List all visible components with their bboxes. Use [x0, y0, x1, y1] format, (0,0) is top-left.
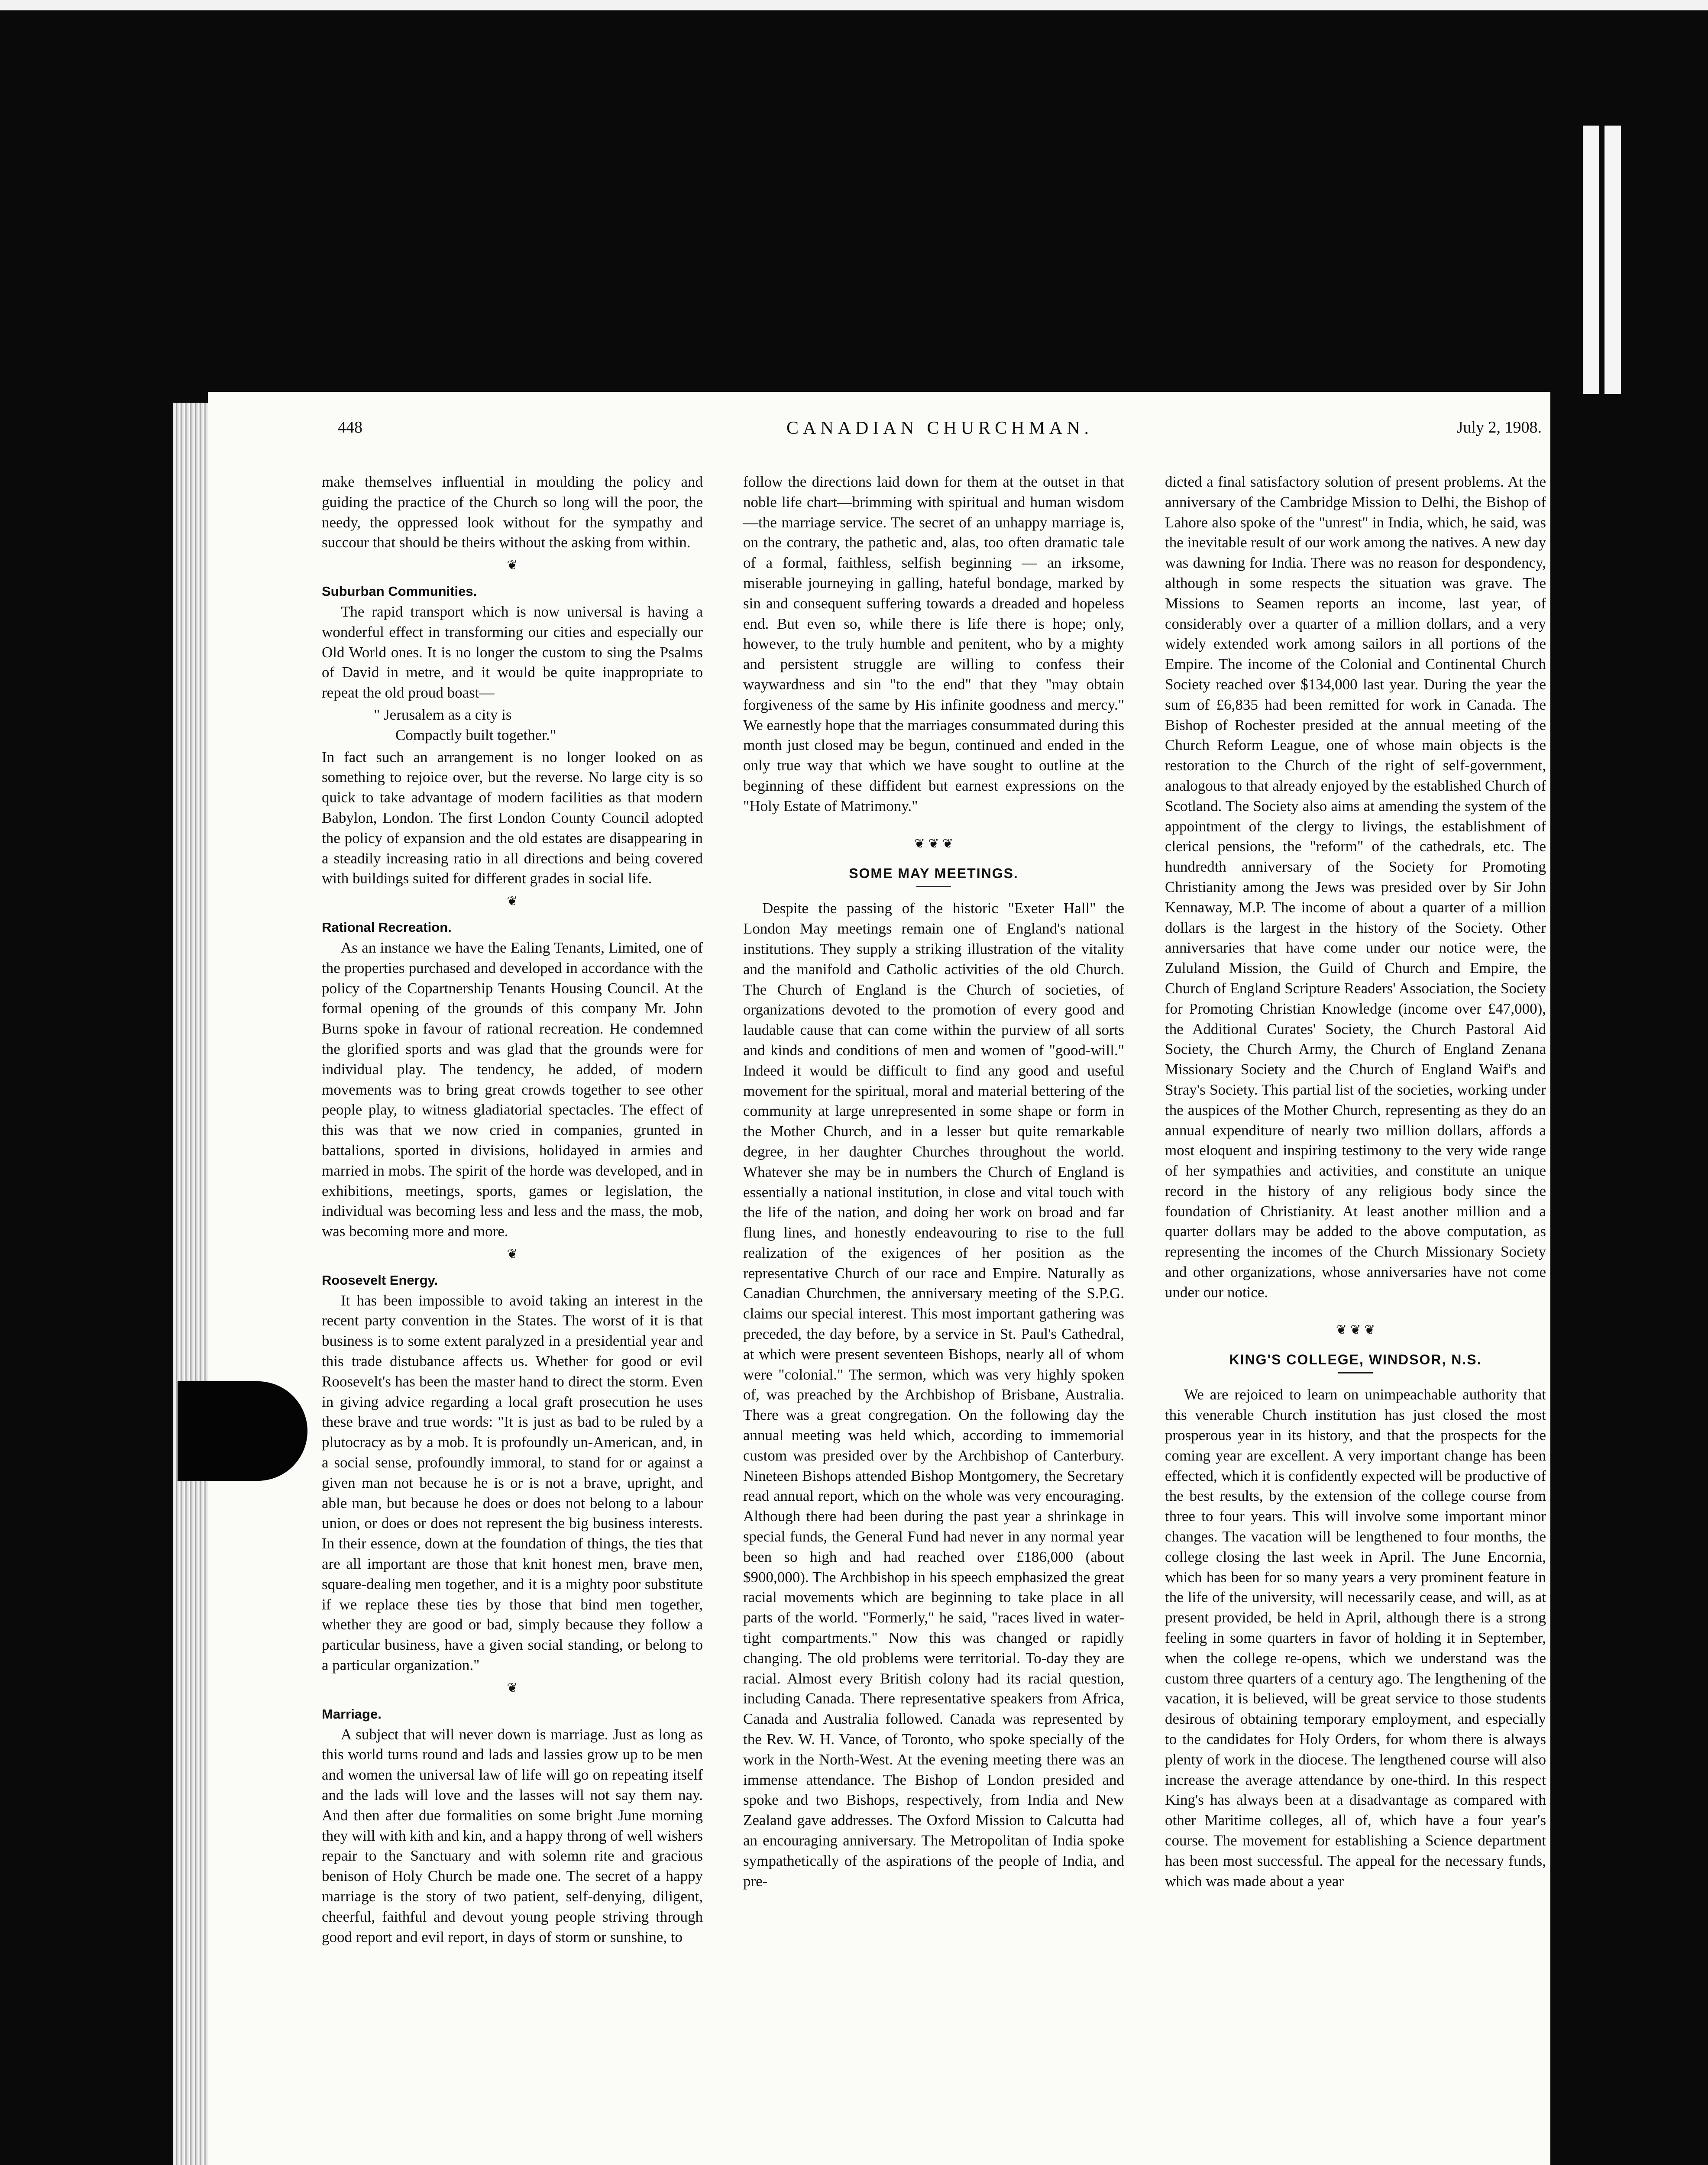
- divider: [916, 886, 951, 887]
- page-number: 448: [338, 418, 362, 436]
- ornament-icon: ❦: [507, 1680, 518, 1695]
- scan-bar: [1583, 126, 1599, 394]
- paragraph: In fact such an arrangement is no longer looked on as something to rejoice over, but the reverse. No large city is so quick to take advantage of modern facilities as that modern Babylon, London. The first London County Council adopted the policy of expansion and the old estates are disappearing in a steadily increasing ratio in all directions and being covered with buildings suited for different grades in social life.: [322, 748, 703, 887]
- verse-line: Compactly built together.": [395, 726, 556, 743]
- ornament-icon: ❦ ❦ ❦: [914, 836, 954, 851]
- paragraph: It has been impossible to avoid taking an interest in the recent party convention in the States. The worst of it is that business is to some extent paralyzed in a presidential year and this trade distubance affects us. Whether for good or evil Roosevelt's has been the master hand to direct the storm. Even in giving advice regarding a local graft prosecution he uses these brave and true words: "It is just as bad to be ruled by a plutocracy as by a mob. It is profoundly un-American, and, in a social sense, profoundly immoral, to stand for or against a given man not because he is or is not a brave, upright, and able man, but because he does or does not belong to a labour union, or does or does not represent the big business interests. In their essence, down at the foundation of things, the ties that are all important are those that knit honest men, brave men, square-dealing men together, and it is a mighty poor substitute if we replace these ties by those that bind men together, whether they are good or bad, simply because they follow a particular business, have a given social standing, or belong to a particular organization.": [322, 1292, 703, 1674]
- paragraph: dicted a final satisfactory solution of present problems. At the anniversary of the Cambridge Mission to Delhi, the Bishop of Lahore also spoke of the "unrest" in India, which, he said, was the inevitable result of our work among the natives. A new day was dawning for India. There was no reason for despondency, although in some respects the situation was grave. The Missions to Seamen reports an income, last year, of considerably over a quarter of a million dollars, and a very widely extended work among sailors in all portions of the Empire. The income of the Colonial and Continental Church Society reached over $134,000 last year. During the year the sum of £6,835 had been remitted for work in Canada. The Bishop of Rochester presided at the annual meeting of the Church Reform League, one of whose main objects is the restoration to the Church of the right of self-government, analogous to that already enjoyed by the established Church of Scotland. The Society also aims at amending the system of the appointment of the clergy to livings, the establishment of clerical pensions, the "reform" of the cathedrals, etc. The hundredth anniversary of the Society for Promoting Christianity among the Jews was presided over by Sir John Kennaway, M.P. The income of about a quarter of a million dollars is the largest in the history of the Society. Other anniversaries that have come under our notice were, the Zululand Mission, the Guild of Church and Empire, the Church of England Scripture Readers' Association, the Society for Promoting Christian Knowledge (income over £47,000), the Additional Curates' Society, the Church Pastoral Aid Society, the Church Army, the Church of England Zenana Missionary Society and the Church of England Waif's and Stray's Society. This partial list of the societies, working under the auspices of the Mother Church, representing as they do an annual expenditure of nearly two million dollars, affords a most eloquent and inspiring testimony to the very wide range of her sympathies and activities, and constitute an unique record in the history of any religious body since the foundation of Christianity. At least another million and a quarter dollars may be added to the above computation, as representing the incomes of the Church Missionary Society and other organizations, whose anniversaries have not come under our notice.: [1165, 473, 1546, 1301]
- ornament-icon: ❦: [507, 558, 518, 573]
- paragraph: follow the directions laid down for them at the outset in that noble life chart—brimming with spiritual and human wisdom—the marriage service. The secret of an unhappy marriage is, on the contrary, the pathetic and, alas, too often dramatic tale of a formal, faithless, selfish beginning — an irksome, miserable journeying in galling, hateful bondage, marked by sin and consequent suffering towards a dreaded and hopeless end. But even so, while there is life there is hope; only, however, to the truly humble and penitent, who by a mighty and persistent struggle are willing to confess their waywardness and sin "to the end" that they "may obtain forgiveness of the same by His infinite goodness and mercy." We earnestly hope that the marriages consummated during this month just closed may be begun, continued and ended in the only true way that which we have sought to outline at the beginning of these diffident but earnest expressions on the "Holy Estate of Matrimony.": [743, 473, 1124, 814]
- thumb-shadow: [178, 1381, 307, 1481]
- page-header: [338, 418, 1542, 444]
- scan-bar: [1604, 126, 1621, 394]
- article-heading: KING'S COLLEGE, WINDSOR, N.S.: [1229, 1351, 1482, 1367]
- quoted-verse: [374, 705, 703, 746]
- paragraph: We are rejoiced to learn on unimpeachable authority that this venerable Church institution has just closed the most prosperous year in its history, and that the prospects for the coming year are excellent. A very important change has been effected, which it is confidently expected will be productive of the best results, by the extension of the college course from three to four years. This will involve some important minor changes. The vacation will be lengthened to four months, the college closing the last week in April. The June Encornia, which has been for so many years a very prominent feature in the life of the university, will necessarily cease, and will, as at present provided, be held in April, although there is a strong feeling in some quarters in favor of holding it in September, when the college re-opens, which we understand was the custom three quarters of a century ago. The lengthening of the vacation, it is believed, will be great service to those students desirous of obtaining temporary employment, and especially to the candidates for Holy Orders, for whom there is always plenty of work in the diocese. The lengthened course will also increase the average attendance by one-third. In this respect King's has always been at a disadvantage as compared with other Maritime colleges, all of, which have a four year's course. The movement for establishing a Science department has been most successful. The appeal for the necessary funds, which was made about a year: [1165, 1386, 1546, 1890]
- verse-line: " Jerusalem as a city is: [374, 706, 512, 723]
- publication-title: CANADIAN CHURCHMAN.: [786, 418, 1093, 438]
- article-heading: SOME MAY MEETINGS.: [849, 865, 1019, 881]
- ornament-icon: ❦: [507, 1247, 518, 1261]
- paragraph: A subject that will never down is marriage. Just as long as this world turns round and lads and lassies grow up to be men and women the universal law of life will go on repeating itself and the lads will love and the lasses will not say them nay. And then after due formalities on some bright June morning they will with kith and kin, and a happy throng of well wishers repair to the Sanctuary and with solemn rite and gracious benison of Holy Church be made one. The secret of a happy marriage is the story of two patient, self-denying, diligent, cheerful, faithful and devout young people striving through good report and evil report, in days of storm or sunshine, to: [322, 1726, 703, 1945]
- section-heading: Roosevelt Energy.: [322, 1272, 438, 1288]
- column-2: [743, 472, 1124, 1891]
- issue-date: July 2, 1908.: [1456, 418, 1542, 436]
- paragraph: The rapid transport which is now universal is having a wonderful effect in transforming our cities and especially our Old World ones. It is no longer the custom to sing the Psalms of David in metre, and it would be quite inappropriate to repeat the old proud boast—: [322, 603, 703, 701]
- scan-top-strip: [0, 0, 1708, 10]
- section-heading: Rational Recreation.: [322, 920, 452, 935]
- column-3: [1165, 472, 1546, 1891]
- section-heading: Suburban Communities.: [322, 584, 477, 599]
- divider: [1338, 1372, 1373, 1373]
- ornament-icon: ❦: [507, 894, 518, 909]
- paragraph: As an instance we have the Ealing Tenants, Limited, one of the properties purchased and developed in accordance with the policy of the Copartnership Tenants Housing Council. At the formal opening of the grounds of this company Mr. John Burns spoke in favour of rational recreation. He condemned the glorified sports and was glad that the grounds were for individual play. The tendency, he added, of modern movements was to bring great crowds together to see other people play, to witness gladiatorial spectacles. The effect of this was that we now cried in companies, grunted in battalions, sported in divisions, holidayed in armies and married in mobs. The spirit of the horde was developed, and in exhibitions, meetings, sports, games or legislation, the individual was becoming less and less and the mass, the mob, was becoming more and more.: [322, 939, 703, 1240]
- paragraph: make themselves influential in moulding the policy and guiding the practice of the Church so long will the poor, the needy, the oppressed look without for the sympathy and succour that should be theirs without the asking from within.: [322, 473, 703, 551]
- ornament-icon: ❦ ❦ ❦: [1336, 1322, 1375, 1337]
- paragraph: Despite the passing of the historic "Exeter Hall" the London May meetings remain one of England's national institutions. They supply a striking illustration of the vitality and the manifold and Catholic activities of the old Church. The Church of England is the Church of societies, of organizations devoted to the promotion of every good and laudable cause that can come within the purview of all sorts and kinds and conditions of men and women of "good-will." Indeed it would be difficult to find any good and useful movement for the spiritual, moral and material bettering of the community at large unrepresented in some shape or form in the Mother Church, and in a lesser but quite remarkable degree, in her daughter Churches throughout the world. Whatever she may be in numbers the Church of England is essentially a national institution, in close and vital touch with the life of the nation, and doing her work on broad and far flung lines, and honestly endeavouring to rise to the full realization of the exigences of her position as the representative Church of our race and Empire. Naturally as Canadian Churchmen, the anniversary meeting of the S.P.G. claims our special interest. This most important gathering was preceded, the day before, by a service in St. Paul's Cathedral, at which were present seventeen Bishops, nearly all of whom were "colonial." The sermon, which was very highly spoken of, was preached by the Archbishop of Brisbane, Australia. There was a great congregation. On the following day the annual meeting was held which, according to immemorial custom was presided over by the Archbishop of Canterbury. Nineteen Bishops attended Bishop Montgomery, the Secretary read annual report, which on the whole was very encouraging. Although there had been during the past year a shrinkage in special funds, the General Fund had never in any normal year been so high and had reached over £186,000 (about $900,000). The Archbishop in his speech emphasized the great racial movements which are beginning to take place in all parts of the world. "Formerly," he said, "races lived in water-tight compartments." Now this was changed or rapidly changing. The old problems were territorial. To-day they are racial. Almost every British colony had its racial question, including Canada. There representative speakers from Africa, Canada and Australia followed. Canada was represented by the Rev. W. H. Vance, of Toronto, who spoke specially of the work in the North-West. At the evening meeting there was an immense attendance. The Bishop of London presided and spoke and two Bishops, respectively, from India and New Zealand gave addresses. The Oxford Mission to Calcutta had an encouraging anniversary. The Metropolitan of India spoke sympathetically of the aspirations of the people of India, and pre-: [743, 900, 1124, 1890]
- book-page-edges: [173, 403, 208, 2165]
- section-heading: Marriage.: [322, 1706, 382, 1722]
- column-1: [322, 472, 703, 1947]
